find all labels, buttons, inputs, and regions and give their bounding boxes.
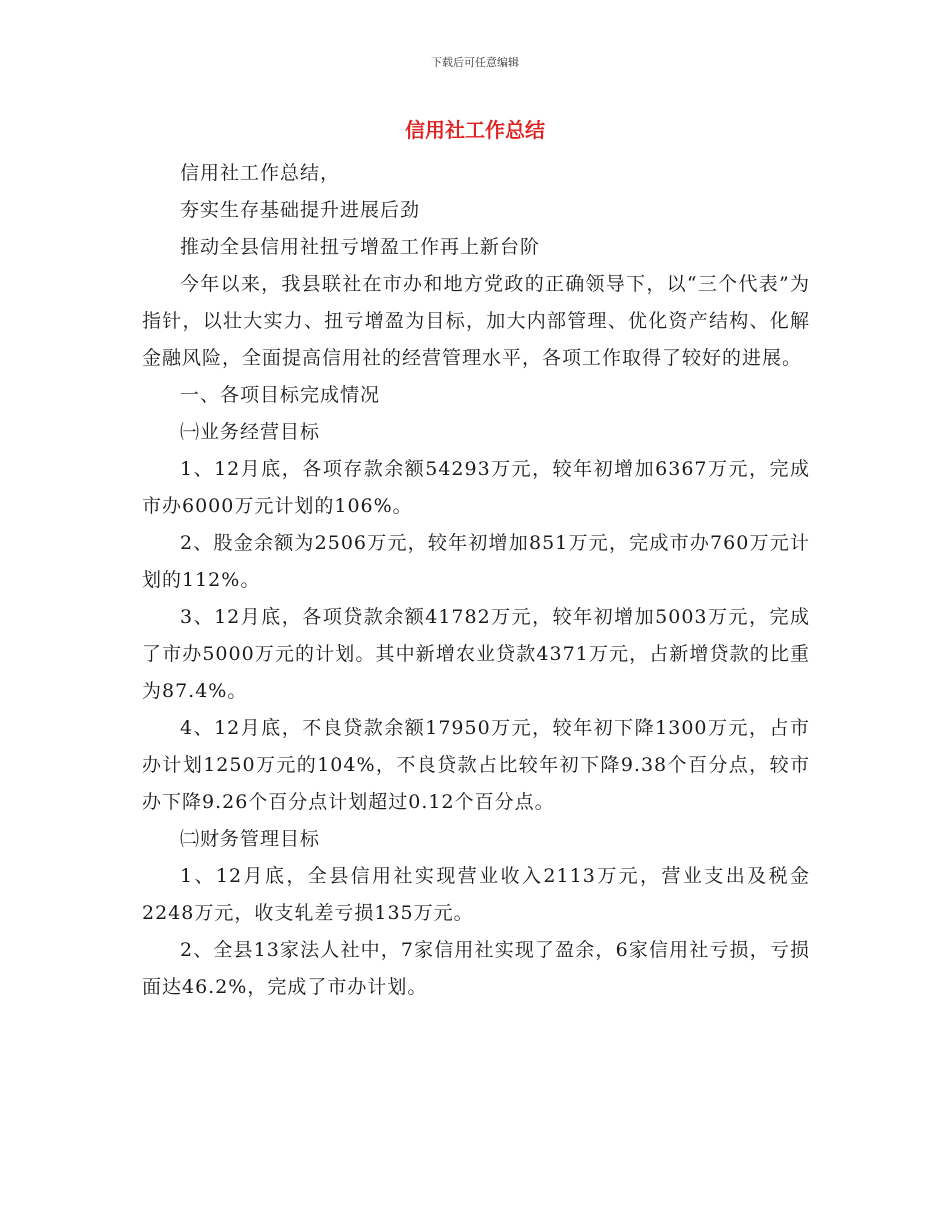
paragraph: 夯实生存基础提升进展后劲 [180, 199, 421, 221]
paragraph: 3、12月底，各项贷款余额41782万元，较年初增加5003万元，完成了市办5000万元的计划。其中新增农业贷款4371万元，占新增贷款的比重为87.4%。 [142, 606, 810, 702]
paragraph: 2、全县13家法人社中，7家信用社实现了盈余，6家信用社亏损，亏损面达46.2%，完成了市办计划。 [142, 939, 810, 998]
paragraph: 2、股金余额为2506万元，较年初增加851万元，完成市办760万元计划的112%。 [142, 532, 810, 591]
header-note: 下载后可任意编辑 [431, 56, 519, 69]
document-body [142, 155, 810, 1006]
subsection-heading: ㈠业务经营目标 [180, 421, 321, 443]
paragraph: 推动全县信用社扭亏增盈工作再上新台阶 [180, 236, 541, 258]
paragraph: 1、12月底，全县信用社实现营业收入2113万元，营业支出及税金2248万元，收支轧差亏损135万元。 [142, 865, 810, 924]
paragraph: 4、12月底，不良贷款余额17950万元，较年初下降1300万元，占市办计划1250万元的104%，不良贷款占比较年初下降9.38个百分点，较市办下降9.26个百分点计划超过0.12个百分点。 [142, 717, 810, 813]
document-title: 信用社工作总结 [405, 118, 545, 142]
paragraph: 1、12月底，各项存款余额54293万元，较年初增加6367万元，完成市办6000万元计划的106%。 [142, 458, 810, 517]
paragraph: 今年以来，我县联社在市办和地方党政的正确领导下，以“三个代表”为指针，以壮大实力、扭亏增盈为目标，加大内部管理、优化资产结构、化解金融风险，全面提高信用社的经营管理水平，各项工作取得了较好的进展。 [142, 273, 810, 369]
section-heading: 一、各项目标完成情况 [180, 384, 381, 406]
subsection-heading: ㈡财务管理目标 [180, 828, 321, 850]
paragraph: 信用社工作总结， [180, 162, 341, 184]
